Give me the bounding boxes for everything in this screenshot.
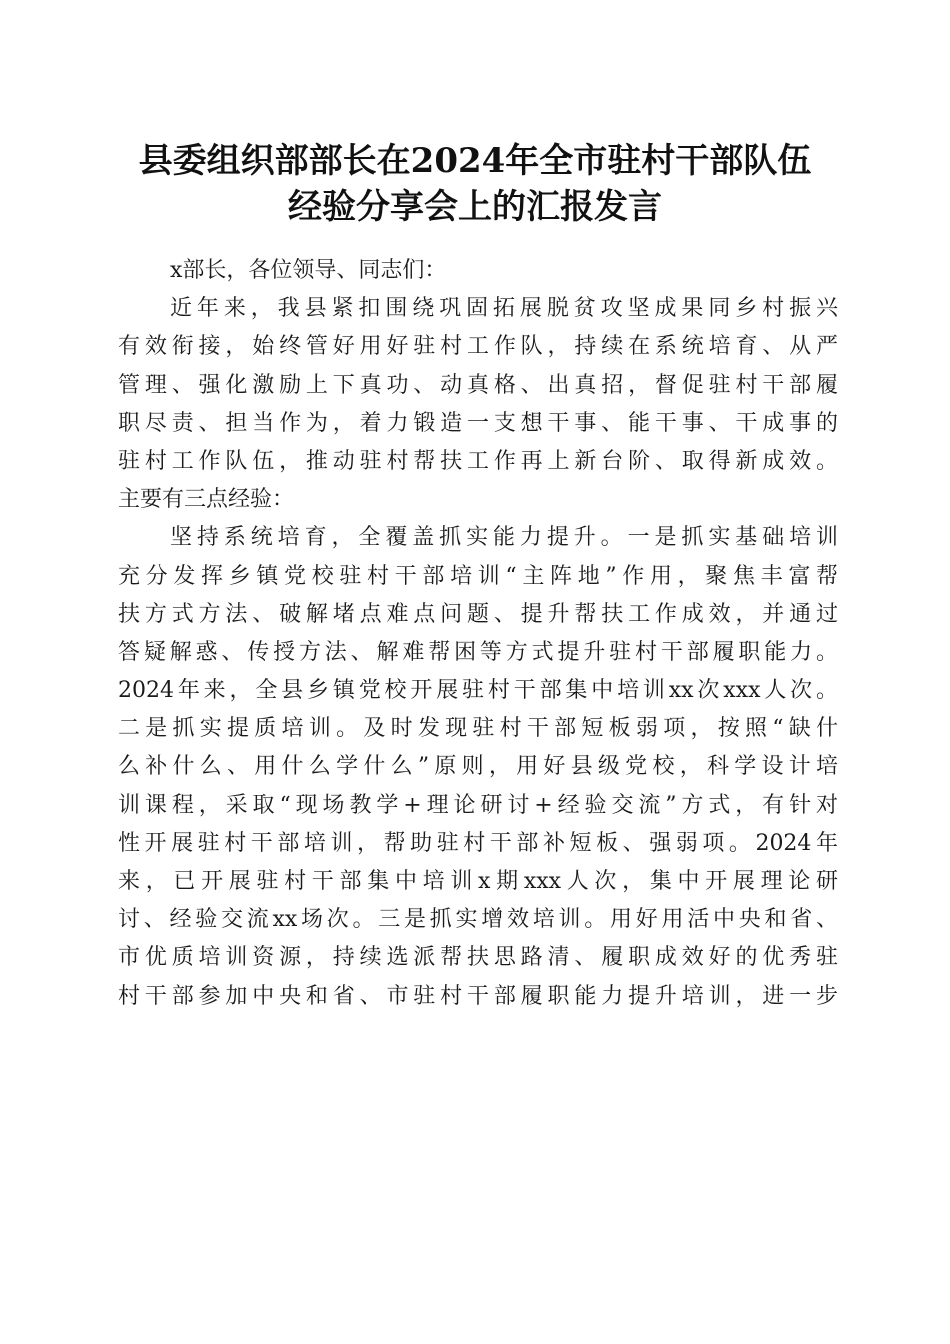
body-line: 2024年来，全县乡镇党校开展驻村干部集中培训xx次xxx人次。: [118, 678, 838, 704]
body-line: 市优质培训资源，持续选派帮扶思路清、履职成效好的优秀驻: [118, 945, 838, 971]
title-line-1: 县委组织部部长在2024年全市驻村干部队伍: [138, 141, 812, 181]
body-line: 主要有三点经验：: [118, 487, 295, 513]
title-line-2: 经验分享会上的汇报发言: [288, 187, 662, 227]
body-line: 性开展驻村干部培训，帮助驻村干部补短板、强弱项。2024年: [118, 830, 838, 856]
body-line: 训课程，采取“现场教学+理论研讨+经验交流”方式，有针对: [118, 792, 838, 818]
body-line: x部长，各位领导、同志们：: [170, 258, 447, 283]
body-line: 来，已开展驻村干部集中培训x期xxx人次，集中开展理论研: [118, 869, 838, 894]
body-line: 驻村工作队伍，推动驻村帮扶工作再上新台阶、取得新成效。: [118, 448, 838, 474]
body-line: 答疑解惑、传授方法、解难帮困等方式提升驻村干部履职能力。: [118, 639, 838, 665]
body-line: 有效衔接，始终管好用好驻村工作队，持续在系统培育、从严: [118, 334, 838, 360]
body-line: 管理、强化激励上下真功、动真格、出真招，督促驻村干部履: [118, 372, 838, 398]
body-line: 么补什么、用什么学什么”原则，用好县级党校，科学设计培: [118, 754, 838, 780]
document-body: [118, 252, 838, 1016]
body-line: 村干部参加中央和省、市驻村干部履职能力提升培训，进一步: [118, 983, 838, 1009]
body-line: 讨、经验交流xx场次。三是抓实增效培训。用好用活中央和省、: [118, 907, 838, 933]
body-line: 充分发挥乡镇党校驻村干部培训“主阵地”作用，聚焦丰富帮: [118, 563, 838, 589]
body-line: 近年来，我县紧扣围绕巩固拓展脱贫攻坚成果同乡村振兴: [170, 296, 838, 322]
body-line: 坚持系统培育，全覆盖抓实能力提升。一是抓实基础培训: [170, 525, 838, 551]
document-title: [100, 138, 850, 230]
body-line: 扶方式方法、破解堵点难点问题、提升帮扶工作成效，并通过: [118, 601, 838, 627]
body-line: 职尽责、担当作为，着力锻造一支想干事、能干事、干成事的: [118, 410, 838, 436]
body-line: 二是抓实提质培训。及时发现驻村干部短板弱项，按照“缺什: [118, 716, 838, 742]
